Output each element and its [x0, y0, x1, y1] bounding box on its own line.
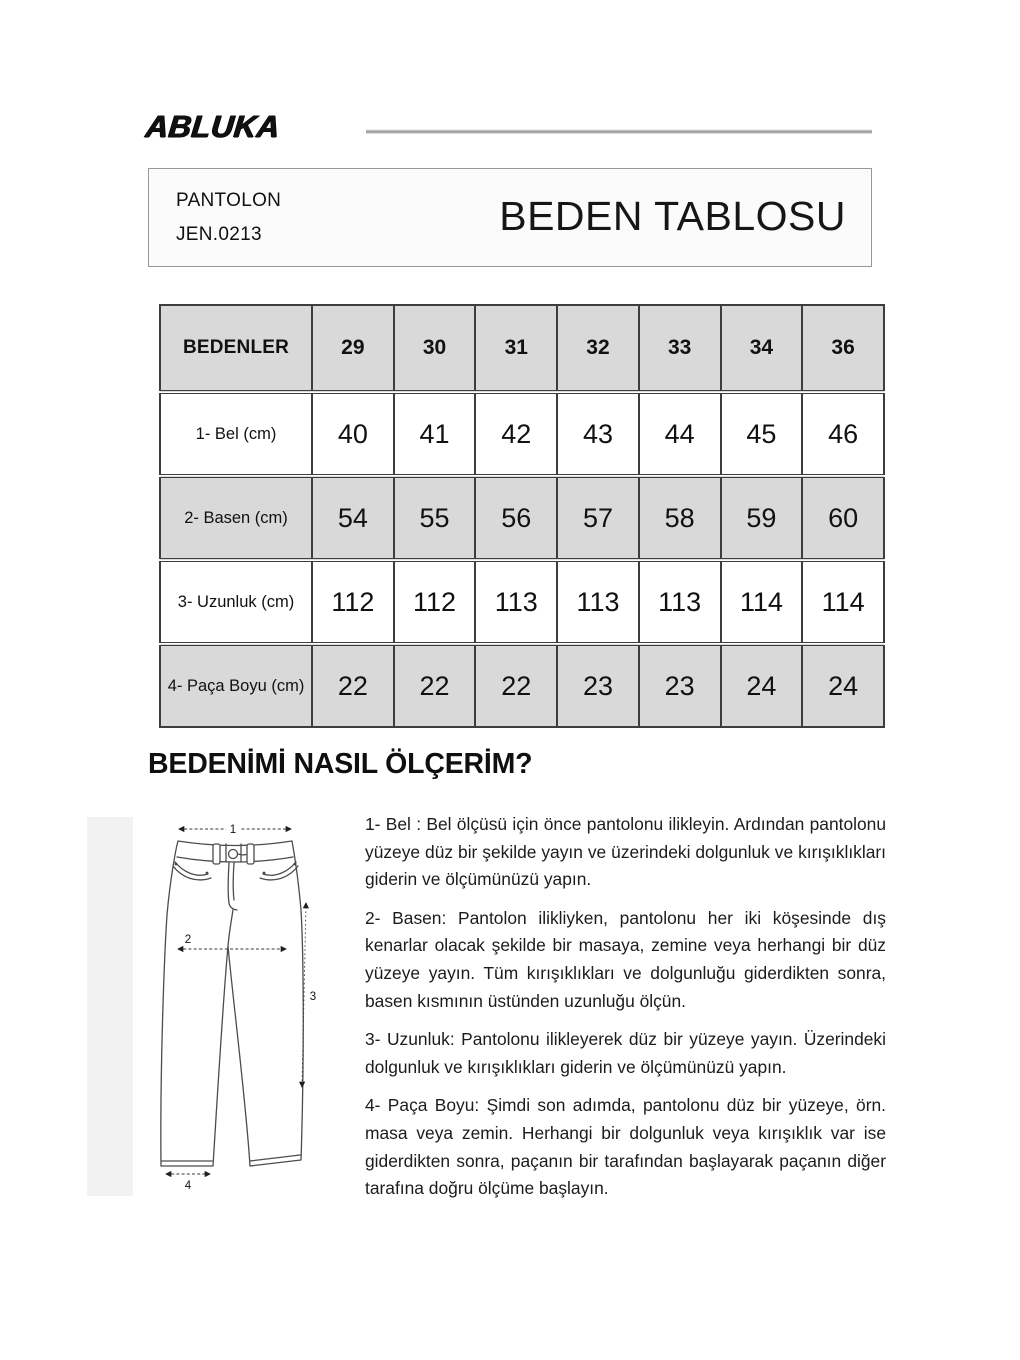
rivet — [294, 863, 297, 866]
rivet — [263, 872, 266, 875]
cell-value: 24 — [802, 644, 884, 727]
diagram-scan-edge — [87, 817, 133, 1196]
measuring-instructions — [365, 811, 886, 1214]
table-row-uzunluk — [160, 560, 884, 644]
waist-button — [229, 850, 238, 859]
pants-outline — [161, 841, 303, 1166]
product-code: JEN.0213 — [176, 224, 262, 245]
cell-value: 24 — [721, 644, 803, 727]
rivet — [175, 863, 178, 866]
product-type: PANTOLON — [176, 190, 282, 211]
size-chart-title: BEDEN TABLOSU — [499, 192, 846, 239]
marker-label-2: 2 — [184, 934, 192, 946]
product-info — [176, 184, 281, 252]
marker-label-4: 4 — [184, 1180, 192, 1192]
belt-loop — [213, 844, 220, 864]
header-cell-size: 29 — [312, 305, 394, 392]
table-row-basen — [160, 476, 884, 560]
table-row-bel — [160, 392, 884, 476]
marker-label-1: 1 — [229, 824, 237, 836]
cell-value: 56 — [475, 476, 557, 560]
header-cell-size: 33 — [639, 305, 721, 392]
header-cell-size: 34 — [721, 305, 803, 392]
cell-value: 55 — [394, 476, 476, 560]
cell-value: 23 — [639, 644, 721, 727]
cell-value: 113 — [639, 560, 721, 644]
cell-value: 113 — [557, 560, 639, 644]
cell-value: 113 — [475, 560, 557, 644]
cell-value: 43 — [557, 392, 639, 476]
rivet — [206, 872, 209, 875]
cell-value: 22 — [475, 644, 557, 727]
cell-value: 44 — [639, 392, 721, 476]
row-label: 2- Basen (cm) — [160, 476, 312, 560]
table-header-row — [160, 305, 884, 392]
cell-value: 41 — [394, 392, 476, 476]
table-row-paca-boyu — [160, 644, 884, 727]
product-title-box — [148, 168, 872, 267]
header-cell-bedenler: BEDENLER — [182, 337, 290, 358]
brand-rule-divider — [366, 129, 872, 134]
header-cell-size: 30 — [394, 305, 476, 392]
instruction-paca-boyu: 4- Paça Boyu: Şimdi son adımda, pantolonu düz bir yüzeye, örn. masa veya zemin. Herhangi bir dolgunluk veya kırışıklık var ise giderdikten sonra, paçanın bir tarafından başlayarak paçanın diğer tarafına doğru ölçüme başlayın. — [365, 1095, 886, 1199]
cell-value: 23 — [557, 644, 639, 727]
cell-value: 54 — [312, 476, 394, 560]
cell-value: 22 — [394, 644, 476, 727]
cell-value: 59 — [721, 476, 803, 560]
instruction-bel: 1- Bel : Bel ölçüsü için önce pantolonu ilikleyin. Ardından pantolonu yüzeye düz bir şekilde yayın ve üzerindeki dolgunluk ve kırışıklıkları giderin ve ölçümünüzü yapın. — [365, 814, 886, 890]
cell-value: 22 — [312, 644, 394, 727]
cell-value: 60 — [802, 476, 884, 560]
cell-value: 57 — [557, 476, 639, 560]
header-cell-size: 32 — [557, 305, 639, 392]
row-label: 4- Paça Boyu (cm) — [160, 644, 312, 727]
marker-label-3: 3 — [309, 991, 317, 1003]
cell-value: 112 — [312, 560, 394, 644]
cell-value: 45 — [721, 392, 803, 476]
belt-loop — [247, 844, 254, 864]
brand-logo: ABLUKA — [144, 109, 282, 144]
cell-value: 114 — [802, 560, 884, 644]
cell-value: 112 — [394, 560, 476, 644]
instruction-uzunluk: 3- Uzunluk: Pantolonu ilikleyerek düz bir yüzeye yayın. Üzerindeki dolgunluk ve kırışıklıkları giderin ve ölçümünüzü yapın. — [365, 1029, 886, 1077]
cell-value: 58 — [639, 476, 721, 560]
cell-value: 114 — [721, 560, 803, 644]
size-table — [159, 304, 885, 728]
cell-value: 40 — [312, 392, 394, 476]
header-cell-size: 36 — [802, 305, 884, 392]
how-to-heading: BEDENİMİ NASIL ÖLÇERİM? — [148, 748, 533, 780]
cell-value: 46 — [802, 392, 884, 476]
cell-value: 42 — [475, 392, 557, 476]
row-label: 1- Bel (cm) — [160, 392, 312, 476]
pants-diagram — [80, 810, 360, 1222]
row-label: 3- Uzunluk (cm) — [160, 560, 312, 644]
header-cell-size: 31 — [475, 305, 557, 392]
instruction-basen: 2- Basen: Pantolon ilikliyken, pantolonu her iki köşesinde dış kenarlar olacak şekilde bir masaya, zemine veya herhangi bir düz yüzeye yayın. Tüm kırışıklıkları ve dolgunluğu giderdikten sonra, basen kısmının üstünden uzunluğu ölçün. — [365, 907, 886, 1011]
